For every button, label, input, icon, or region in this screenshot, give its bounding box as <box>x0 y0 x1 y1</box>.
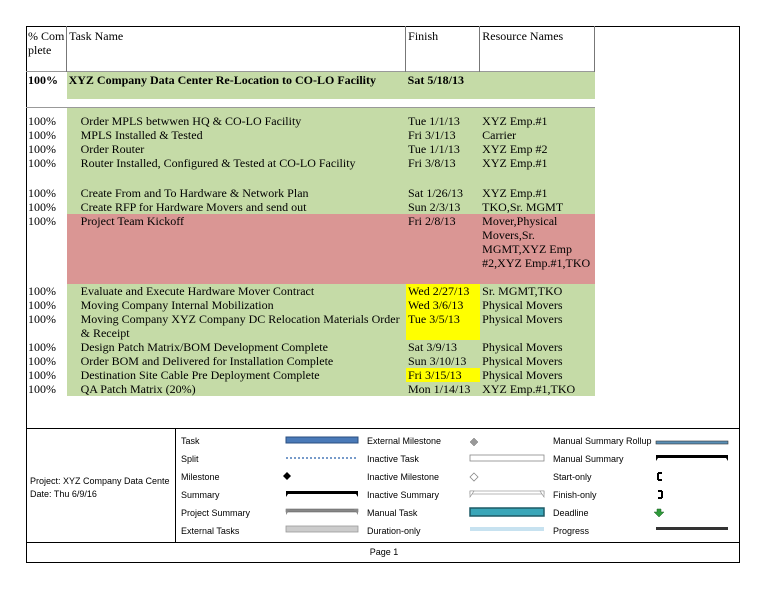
table-row[interactable] <box>26 368 595 382</box>
resource-cell: Physical Movers <box>480 368 595 382</box>
table-row[interactable] <box>26 186 595 200</box>
task-cell: Design Patch Matrix/BOM Development Complete <box>67 340 406 354</box>
legend-col2-symbols <box>464 434 550 540</box>
task-cell: Order BOM and Delivered for Installation Complete <box>67 354 406 368</box>
resource-cell: XYZ Emp.#1 <box>480 156 595 170</box>
table-row[interactable] <box>26 312 595 340</box>
header-row <box>26 26 595 72</box>
finish-cell: Sat 5/18/13 <box>406 72 480 100</box>
table-row[interactable] <box>26 354 595 368</box>
pct-cell: 100% <box>26 72 67 100</box>
pct-cell: 100% <box>28 368 56 382</box>
table-row[interactable] <box>26 142 595 156</box>
task-cell: XYZ Company Data Center Re-Location to CO-LO Facility <box>67 72 406 100</box>
task-bar-icon <box>286 437 358 443</box>
legend-deadline-label: Deadline <box>553 508 589 518</box>
legend-project-summary-label: Project Summary <box>181 508 251 518</box>
task-cell: Destination Site Cable Pre Deployment Complete <box>67 368 406 382</box>
finish-cell: Tue 1/1/13 <box>406 114 480 128</box>
task-cell: MPLS Installed & Tested <box>67 128 406 142</box>
resource-cell: XYZ Emp.#1 <box>480 114 595 128</box>
table-row[interactable] <box>26 298 595 312</box>
finish-cell: Sat 1/26/13 <box>406 186 480 200</box>
pct-cell: 100% <box>28 200 56 214</box>
legend-finish-only-label: Finish-only <box>553 490 597 500</box>
finish-cell: Fri 3/15/13 <box>406 368 480 382</box>
header-task-name: Task Name <box>67 26 406 72</box>
table-row[interactable] <box>26 340 595 354</box>
legend-manual-summary-label: Manual Summary <box>553 454 624 464</box>
table-row[interactable] <box>26 128 595 142</box>
finish-cell: Wed 2/27/13 <box>406 284 480 298</box>
finish-cell: Tue 1/1/13 <box>406 142 480 156</box>
task-cell: QA Patch Matrix (20%) <box>67 382 406 396</box>
task-cell: Moving Company Internal Mobilization <box>67 298 406 312</box>
header-pct: % Complete <box>26 26 67 72</box>
finish-cell: Sat 3/9/13 <box>406 340 480 354</box>
external-milestone-icon <box>470 438 478 446</box>
resource-cell: Physical Movers <box>480 340 595 354</box>
legend-inactive-task-label: Inactive Task <box>367 454 419 464</box>
table-row[interactable] <box>26 114 595 128</box>
footer-divider <box>26 542 740 543</box>
milestone-icon <box>283 472 291 480</box>
pct-cell: 100% <box>28 298 56 312</box>
legend-duration-only-label: Duration-only <box>367 526 421 536</box>
resource-cell: XYZ Emp.#1 <box>480 186 595 200</box>
task-cell: Moving Company XYZ Company DC Relocation Materials Order & Receipt <box>67 312 406 340</box>
deadline-icon <box>654 509 664 517</box>
task-cell: Order MPLS betwwen HQ & CO-LO Facility <box>67 114 406 128</box>
resource-cell: Physical Movers <box>480 354 595 368</box>
legend-manual-summary-rollup-label: Manual Summary Rollup <box>553 436 652 446</box>
task-cell: Order Router <box>67 142 406 156</box>
legend-divider <box>26 428 740 429</box>
resource-cell: Physical Movers <box>480 312 595 340</box>
resource-cell: TKO,Sr. MGMT <box>480 200 595 214</box>
external-tasks-icon <box>286 526 358 532</box>
resource-cell <box>480 72 595 100</box>
gantt-body <box>26 114 595 396</box>
header-finish: Finish <box>406 26 480 72</box>
finish-cell: Sun 2/3/13 <box>406 200 480 214</box>
start-only-icon <box>658 473 662 480</box>
legend-task-label: Task <box>181 436 200 446</box>
manual-summary-icon <box>656 455 728 461</box>
finish-only-icon <box>658 491 662 498</box>
finish-cell: Fri 3/1/13 <box>406 128 480 142</box>
table-row[interactable] <box>26 284 595 298</box>
resource-cell: Sr. MGMT,TKO <box>480 284 595 298</box>
legend-col1-symbols <box>280 434 364 540</box>
legend-manual-task-label: Manual Task <box>367 508 418 518</box>
finish-cell: Wed 3/6/13 <box>406 298 480 312</box>
resource-cell: Physical Movers <box>480 298 595 312</box>
table-row[interactable] <box>26 200 595 214</box>
summary-row[interactable] <box>26 72 595 100</box>
finish-cell: Fri 3/8/13 <box>406 156 480 170</box>
pct-cell: 100% <box>28 128 56 142</box>
legend-milestone-label: Milestone <box>181 472 220 482</box>
progress-icon <box>656 527 728 530</box>
finish-cell: Sun 3/10/13 <box>406 354 480 368</box>
finish-cell: Tue 3/5/13 <box>406 312 480 340</box>
summary-bar-icon <box>286 491 358 497</box>
legend-col3-symbols <box>640 434 736 540</box>
spacer-row <box>26 99 595 108</box>
pct-cell: 100% <box>28 312 56 326</box>
inactive-summary-icon <box>470 491 544 497</box>
blank-row <box>26 170 595 186</box>
pct-cell: 100% <box>28 284 56 298</box>
project-name: Project: XYZ Company Data Cente <box>30 476 170 486</box>
legend-split-label: Split <box>181 454 199 464</box>
legend-inactive-milestone-label: Inactive Milestone <box>367 472 440 482</box>
resource-cell: Mover,Physical Movers,Sr. MGMT,XYZ Emp #2,XYZ Emp.#1,TKO <box>480 214 595 284</box>
pct-cell: 100% <box>28 186 56 200</box>
inactive-task-icon <box>470 455 544 461</box>
legend-summary-label: Summary <box>181 490 220 500</box>
project-divider <box>175 428 176 542</box>
legend-progress-label: Progress <box>553 526 590 536</box>
task-cell: Create From and To Hardware & Network Plan <box>67 186 406 200</box>
finish-cell: Mon 1/14/13 <box>406 382 480 396</box>
pct-cell: 100% <box>28 340 56 354</box>
project-date: Date: Thu 6/9/16 <box>30 489 97 499</box>
legend-inactive-summary-label: Inactive Summary <box>367 490 440 500</box>
task-cell: Evaluate and Execute Hardware Mover Contract <box>67 284 406 298</box>
resource-cell: XYZ Emp #2 <box>480 142 595 156</box>
table-row[interactable] <box>26 214 595 284</box>
task-cell: Project Team Kickoff <box>67 214 406 284</box>
resource-cell: XYZ Emp.#1,TKO <box>480 382 595 396</box>
pct-cell: 100% <box>28 142 56 156</box>
project-summary-bar-icon <box>286 509 358 515</box>
manual-task-icon <box>470 508 544 516</box>
legend-external-milestone-label: External Milestone <box>367 436 442 446</box>
legend-external-tasks-label: External Tasks <box>181 526 240 536</box>
pct-cell: 100% <box>28 382 56 396</box>
pct-cell: 100% <box>28 214 56 228</box>
table-row[interactable] <box>26 382 595 396</box>
table-row[interactable] <box>26 156 595 170</box>
resource-cell: Carrier <box>480 128 595 142</box>
header-resource-names: Resource Names <box>480 26 595 72</box>
manual-summary-rollup-icon <box>656 441 728 444</box>
pct-cell: 100% <box>28 354 56 368</box>
pct-cell: 100% <box>28 156 56 170</box>
finish-cell: Fri 2/8/13 <box>406 214 480 284</box>
pct-cell: 100% <box>28 114 56 128</box>
task-cell: Create RFP for Hardware Movers and send out <box>67 200 406 214</box>
page-number: Page 1 <box>369 547 399 557</box>
legend-start-only-label: Start-only <box>553 472 592 482</box>
task-cell: Router Installed, Configured & Tested at CO-LO Facility <box>67 156 406 170</box>
inactive-milestone-icon <box>470 473 478 481</box>
project-info <box>30 475 170 501</box>
duration-only-icon <box>470 527 544 531</box>
gantt-table <box>26 26 595 122</box>
